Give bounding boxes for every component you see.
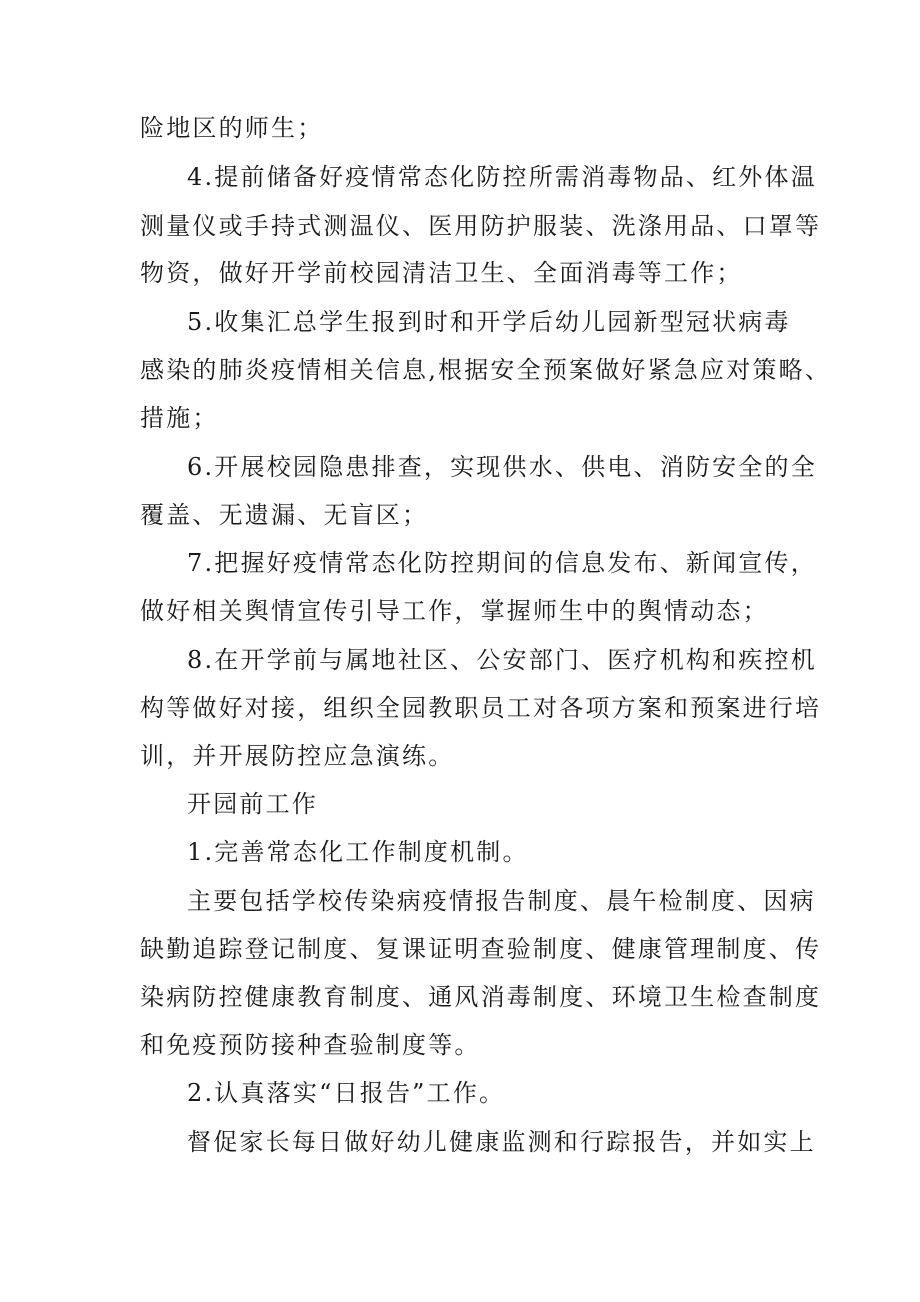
text-line: 感染的肺炎疫情相关信息,根据安全预案做好紧急应对策略、 [140, 356, 832, 384]
text-line: 7.把握好疫情常态化防控期间的信息发布、新闻宣传， [187, 549, 817, 577]
text-line: 督促家长每日做好幼儿健康监测和行踪报告，并如实上 [187, 1128, 816, 1156]
text-line: 训，并开展防控应急演练。 [140, 742, 455, 770]
text-line: 8.在开学前与属地社区、公安部门、医疗机构和疾控机 [187, 646, 817, 674]
text-line: 和免疫预防接种查验制度等。 [140, 1031, 481, 1059]
text-line: 险地区的师生； [140, 114, 324, 142]
text-line: 1.完善常态化工作制度机制。 [187, 838, 529, 866]
text-line: 构等做好对接，组织全园教职员工对各项方案和预案进行培 [140, 694, 822, 722]
text-line: 缺勤追踪登记制度、复课证明查验制度、健康管理制度、传 [140, 935, 822, 963]
text-line: 物资，做好开学前校园清洁卫生、全面消毒等工作； [140, 259, 743, 287]
text-line: 主要包括学校传染病疫情报告制度、晨午检制度、因病 [187, 887, 816, 915]
text-line: 覆盖、无遗漏、无盲区； [140, 501, 429, 529]
text-line: 4.提前储备好疫情常态化防控所需消毒物品、红外体温 [187, 163, 817, 191]
text-line: 措施； [140, 404, 219, 432]
text-line: 2.认真落实“日报告”工作。 [187, 1079, 506, 1107]
text-line: 做好相关舆情宣传引导工作，掌握师生中的舆情动态； [140, 597, 769, 625]
text-line: 5.收集汇总学生报到时和开学后幼儿园新型冠状病毒 [187, 308, 791, 336]
section-heading: 开园前工作 [187, 790, 318, 818]
text-line: 6.开展校园隐患排查，实现供水、供电、消防安全的全 [187, 453, 817, 481]
text-line: 染病防控健康教育制度、通风消毒制度、环境卫生检查制度 [140, 983, 822, 1011]
text-line: 测量仪或手持式测温仪、医用防护服装、洗涤用品、口罩等 [140, 212, 822, 240]
